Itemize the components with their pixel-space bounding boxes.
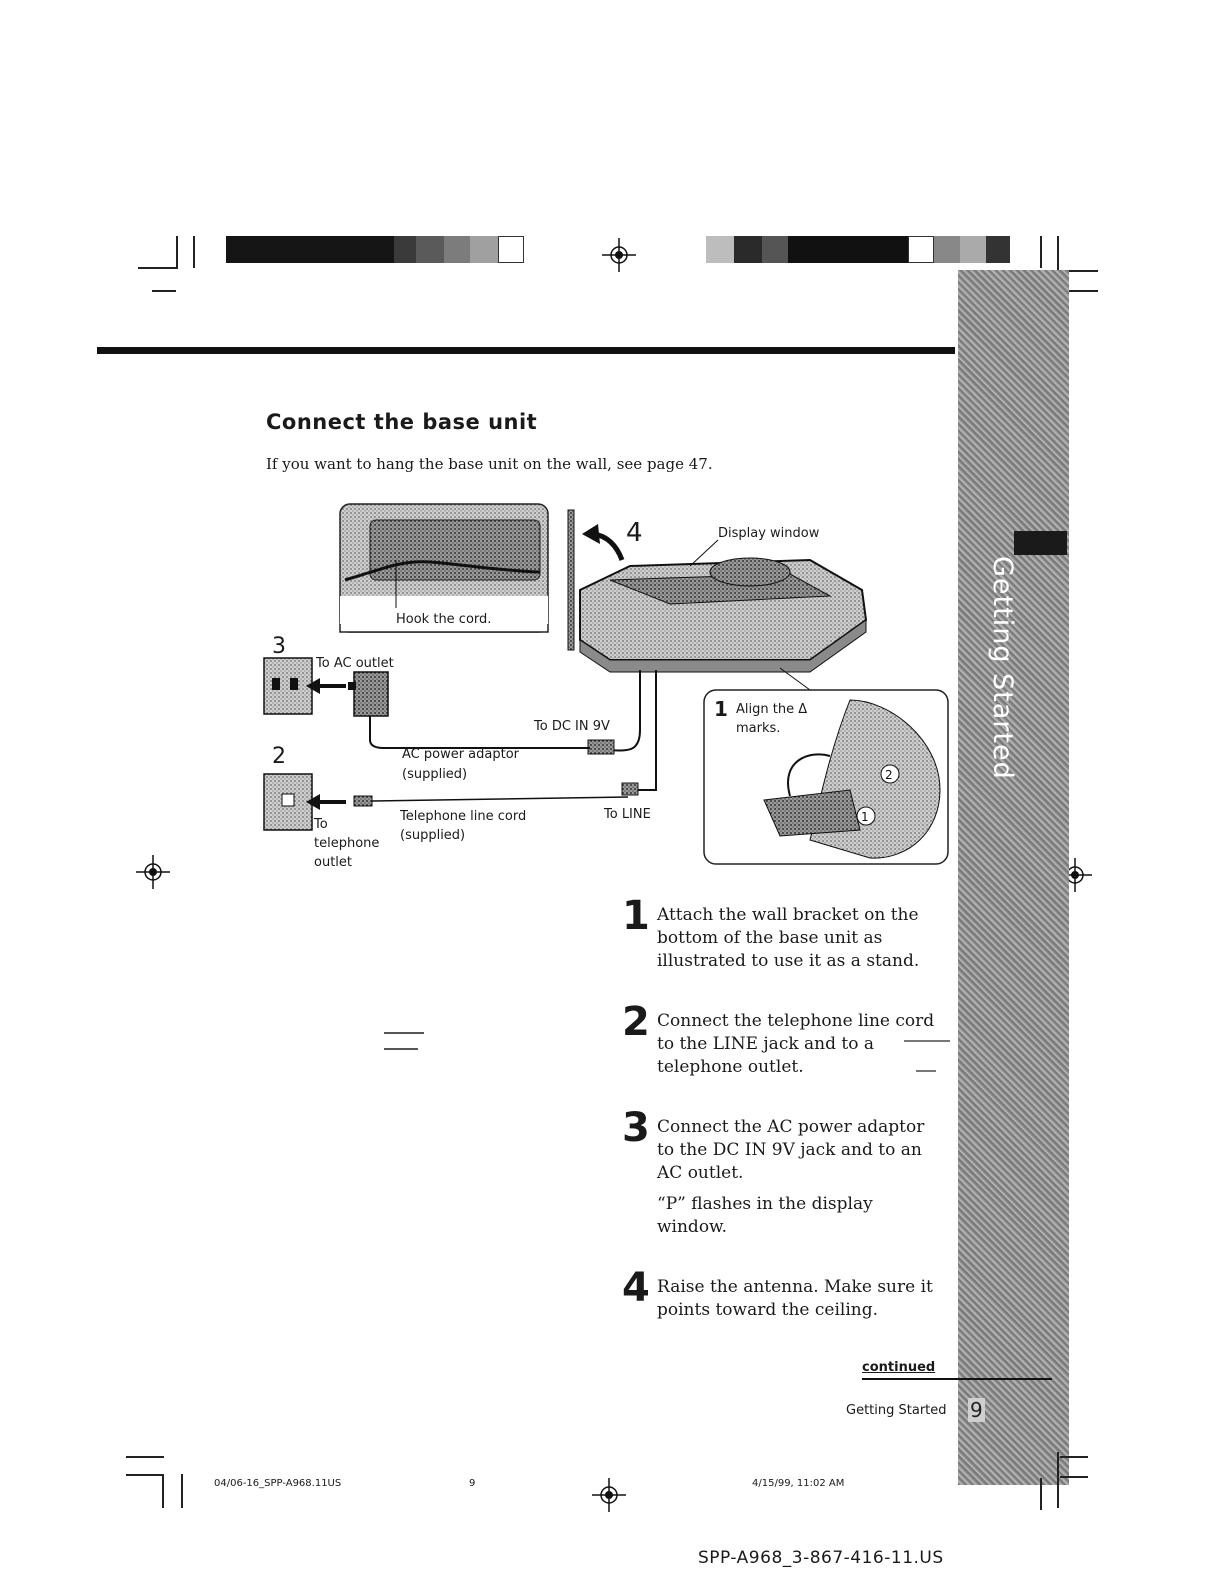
section-intro: If you want to hang the base unit on the wall, see page 47.: [266, 455, 713, 473]
crop-mark: [126, 1456, 164, 1458]
crop-mark: [1040, 236, 1042, 268]
section-title: Connect the base unit: [266, 410, 538, 434]
stray-marks: [916, 1070, 936, 1072]
page-number: 9: [970, 1398, 983, 1422]
base-unit: [580, 540, 866, 672]
line-cord: [630, 670, 656, 790]
step-number: 4: [622, 1265, 650, 1311]
step-text: Connect the AC power adaptor to the DC IN 9V jack and to an AC outlet. “P” flashes in the display window.: [657, 1117, 925, 1237]
label-to-ac-outlet: To AC outlet: [316, 656, 394, 671]
stray-marks: [384, 1032, 424, 1034]
register-bar-left: [226, 236, 524, 263]
registration-target-icon: [592, 1478, 626, 1512]
step-text: Connect the telephone line cord to the LINE jack and to a telephone outlet.: [657, 1011, 935, 1077]
label-ac-adaptor-supplied: (supplied): [402, 767, 468, 782]
crop-mark: [162, 1474, 164, 1508]
crop-mark: [176, 236, 178, 268]
side-tab-label: Getting Started: [987, 556, 1018, 780]
crop-mark: [1057, 1452, 1059, 1508]
side-tab-marker: [1014, 531, 1067, 555]
continued-rule: [862, 1378, 1052, 1380]
callout-3: 3: [272, 634, 286, 659]
svg-text:2: 2: [885, 768, 893, 782]
step-text: Raise the antenna. Make sure it points toward the ceiling.: [657, 1277, 933, 1320]
label-hook-cord: Hook the cord.: [396, 612, 492, 627]
print-timestamp: 4/15/99, 11:02 AM: [752, 1478, 845, 1489]
label-to-telephone: To: [314, 817, 328, 832]
stray-marks: [904, 1040, 950, 1042]
running-footer: Getting Started: [846, 1403, 947, 1418]
crop-mark: [152, 290, 176, 292]
crop-mark: [1060, 1456, 1088, 1458]
callout-4: 4: [626, 518, 643, 548]
step-number: 3: [622, 1105, 650, 1151]
crop-mark: [1040, 1478, 1042, 1510]
step-number: 1: [622, 893, 650, 939]
print-page-number: 9: [469, 1478, 476, 1489]
crop-mark: [1060, 1476, 1088, 1478]
step-text: Attach the wall bracket on the bottom of the base unit as illustrated to use it as a stand.: [657, 905, 920, 971]
crop-mark: [138, 267, 178, 269]
label-align-marks: Align the Δ: [736, 702, 808, 717]
arrow-head-icon: [582, 524, 600, 544]
registration-target-icon: [602, 238, 636, 272]
label-to-dc-in: To DC IN 9V: [534, 719, 610, 734]
print-file-name: 04/06-16_SPP-A968.11US: [214, 1478, 342, 1489]
label-to-telephone: telephone: [314, 836, 380, 851]
label-line-cord: Telephone line cord: [400, 809, 527, 824]
step-number: 2: [622, 999, 650, 1045]
label-align-marks: marks.: [736, 721, 781, 736]
svg-text:1: 1: [861, 810, 869, 824]
crop-mark: [193, 236, 195, 268]
label-to-line: To LINE: [604, 807, 651, 822]
label-ac-adaptor: AC power adaptor: [402, 747, 520, 762]
crop-mark: [126, 1474, 164, 1476]
align-marks-inset: [704, 668, 948, 864]
callout-2: 2: [272, 744, 286, 769]
dc-cord: [610, 670, 640, 751]
document-code: SPP-A968_3-867-416-11.US: [698, 1548, 944, 1568]
inset-callout-1: 1: [714, 697, 728, 721]
label-display-window: Display window: [718, 526, 820, 541]
crop-mark: [181, 1474, 183, 1508]
stray-marks: [384, 1048, 418, 1050]
register-bar-right: [706, 236, 1010, 263]
label-to-telephone: outlet: [314, 855, 352, 870]
header-rule: [97, 347, 955, 354]
continued-label: continued: [862, 1360, 936, 1375]
antenna: [568, 510, 574, 650]
label-line-cord-supplied: (supplied): [400, 828, 466, 843]
registration-target-icon: [136, 855, 170, 889]
